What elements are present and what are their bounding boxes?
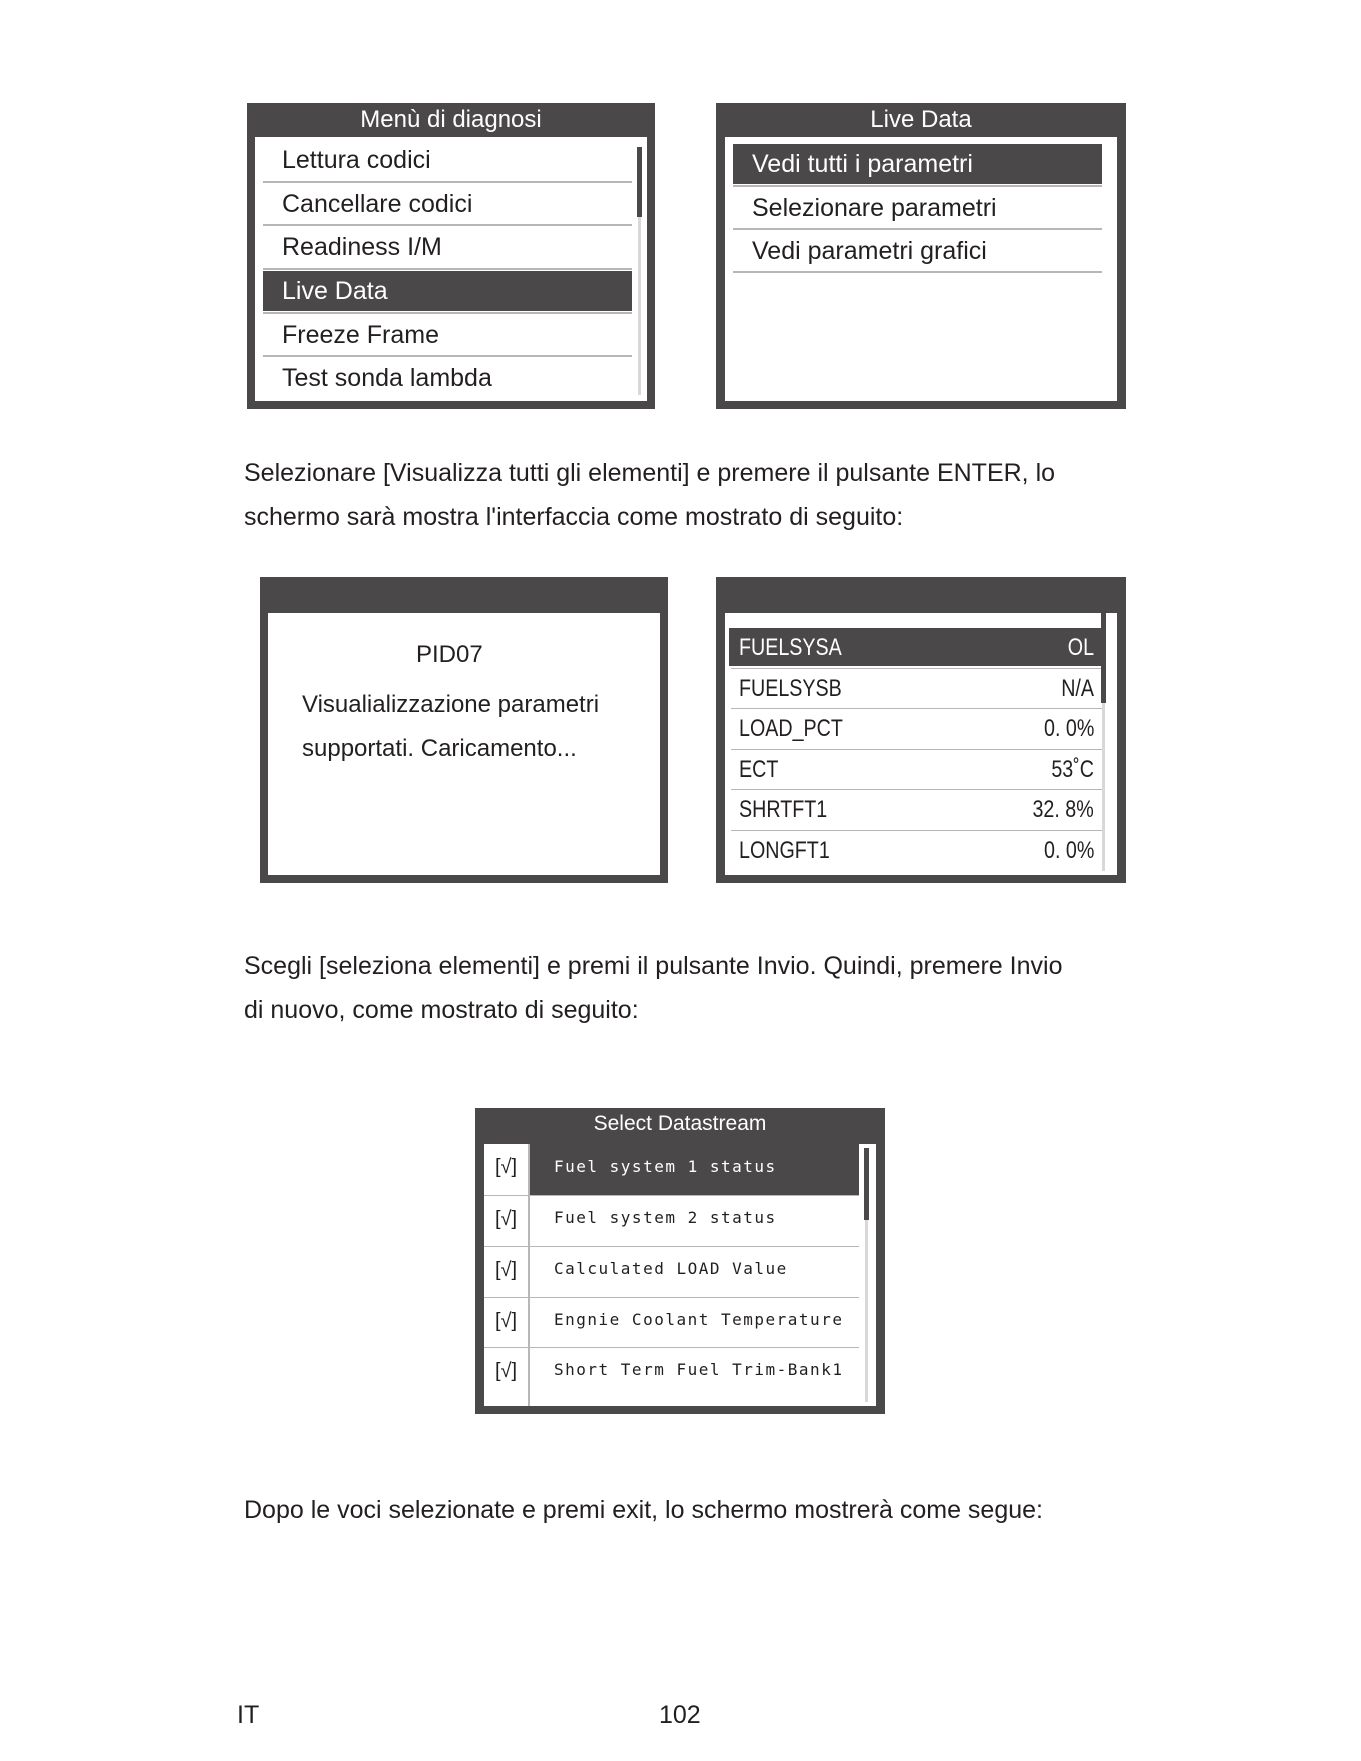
select-datastream-title: Select Datastream: [593, 1112, 767, 1135]
menu-item-cancellare-codici[interactable]: Cancellare codici: [282, 190, 473, 218]
datastream-row[interactable]: [484, 1298, 859, 1348]
paragraph-2-line-2: di nuovo, come mostrato di seguito:: [244, 996, 639, 1024]
loading-body: [268, 613, 660, 875]
live-data-screen: [716, 103, 1126, 409]
param-value: OL: [1067, 634, 1094, 661]
instruction-paragraph-1: [244, 451, 1055, 539]
param-label: LONGFT1: [739, 837, 830, 864]
checkbox[interactable]: [√]: [494, 1156, 518, 1178]
loading-line-1: Visualializzazione parametri: [302, 691, 600, 718]
param-row-ect[interactable]: [729, 750, 1104, 788]
live-data-body: [725, 137, 1117, 401]
param-label: FUELSYSA: [739, 634, 842, 661]
param-label: ECT: [739, 756, 779, 783]
diagnosis-menu-body: [255, 137, 647, 401]
param-row-shrtft1[interactable]: [729, 790, 1104, 828]
live-data-item-selezionare[interactable]: Selezionare parametri: [752, 194, 997, 222]
loading-screen: [260, 577, 668, 883]
loading-line-2: supportati. Caricamento...: [302, 735, 577, 762]
menu-item-live-data[interactable]: Live Data: [263, 271, 632, 311]
instruction-paragraph-2: [244, 944, 1062, 1032]
datastream-label: Engnie Coolant Temperature: [554, 1310, 844, 1329]
datastream-label: Fuel system 1 status: [554, 1157, 777, 1176]
footer-language: IT: [237, 1701, 260, 1729]
datastream-row[interactable]: [484, 1196, 859, 1246]
checkbox[interactable]: [√]: [494, 1310, 518, 1332]
param-label: FUELSYSB: [739, 675, 842, 702]
param-value: 32. 8%: [1032, 796, 1094, 823]
paragraph-2-line-1: Scegli [seleziona elementi] e premi il pulsante Invio. Quindi, premere Invio: [244, 952, 1063, 980]
instruction-paragraph-3: [244, 1488, 1043, 1532]
params-scrollbar-thumb[interactable]: [1101, 613, 1106, 703]
datastream-scrollbar-thumb[interactable]: [864, 1148, 869, 1220]
live-data-title: Live Data: [870, 106, 972, 133]
paragraph-1-line-2: schermo sarà mostra l'interfaccia come mostrato di seguito:: [244, 503, 904, 531]
menu-item-test-sonda-lambda[interactable]: Test sonda lambda: [282, 364, 492, 392]
diagnosis-menu-screen: [247, 103, 655, 409]
paragraph-1-line-1: Selezionare [Visualizza tutti gli elementi] e premere il pulsante ENTER, lo: [244, 459, 1056, 487]
menu-scrollbar-thumb[interactable]: [637, 147, 642, 217]
param-row-fuelsysb[interactable]: [729, 669, 1104, 707]
checkbox[interactable]: [√]: [494, 1360, 518, 1382]
diagnosis-menu-title: Menù di diagnosi: [360, 106, 542, 133]
select-datastream-screen: [475, 1108, 885, 1414]
param-label: SHRTFT1: [739, 796, 828, 823]
menu-item-freeze-frame[interactable]: Freeze Frame: [282, 321, 439, 349]
datastream-row[interactable]: [484, 1348, 859, 1398]
param-row-longft1[interactable]: [729, 831, 1104, 869]
params-body: [725, 613, 1117, 875]
loading-pid: PID07: [416, 641, 483, 668]
checkbox[interactable]: [√]: [494, 1208, 518, 1230]
param-value: 0. 0%: [1043, 837, 1094, 864]
param-row-fuelsysa[interactable]: [729, 628, 1104, 666]
params-screen: [716, 577, 1126, 883]
datastream-label: Short Term Fuel Trim-Bank1: [554, 1360, 844, 1379]
param-row-load-pct[interactable]: [729, 709, 1104, 747]
checkbox[interactable]: [√]: [494, 1259, 518, 1281]
footer-page-number: 102: [659, 1701, 701, 1729]
datastream-label: Fuel system 2 status: [554, 1208, 777, 1227]
datastream-label: Calculated LOAD Value: [554, 1259, 788, 1278]
select-datastream-body: [484, 1144, 876, 1406]
param-value: 0. 0%: [1043, 715, 1094, 742]
param-value: 53˚C: [1051, 756, 1094, 783]
menu-item-lettura-codici[interactable]: Lettura codici: [282, 146, 431, 174]
param-label: LOAD_PCT: [739, 715, 843, 742]
datastream-row[interactable]: [484, 1144, 859, 1195]
live-data-item-grafici[interactable]: Vedi parametri grafici: [752, 237, 987, 265]
paragraph-3-line-1: Dopo le voci selezionate e premi exit, lo schermo mostrerà come segue:: [244, 1496, 1043, 1524]
param-value: N/A: [1061, 675, 1094, 702]
menu-item-readiness[interactable]: Readiness I/M: [282, 233, 442, 261]
live-data-item-vedi-tutti[interactable]: Vedi tutti i parametri: [733, 144, 1102, 184]
datastream-row[interactable]: [484, 1247, 859, 1297]
